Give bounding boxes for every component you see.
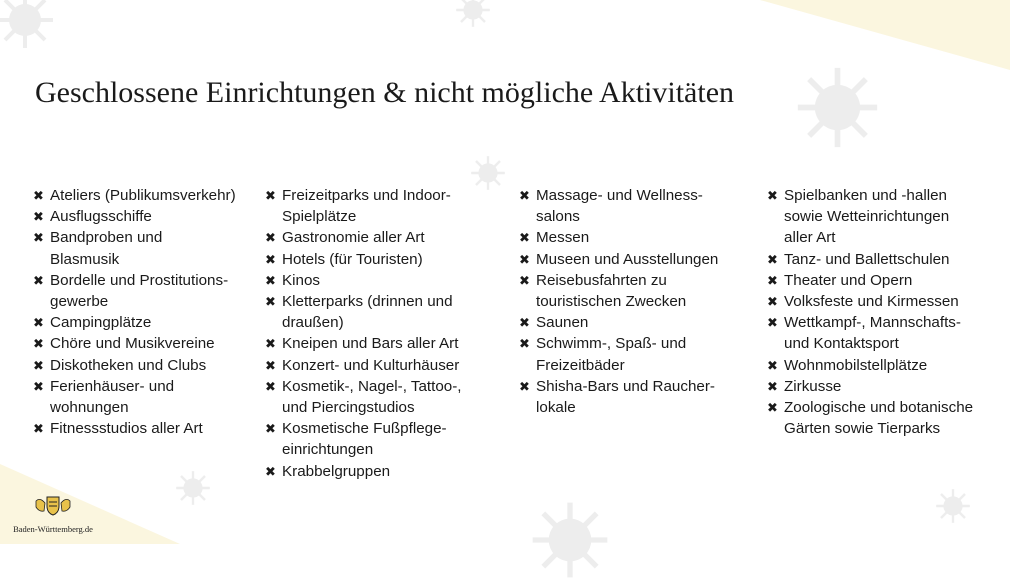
virus-icon: [935, 488, 971, 524]
cross-icon: ✖: [265, 251, 276, 267]
cross-icon: ✖: [33, 230, 44, 246]
virus-icon: [0, 0, 55, 50]
baden-wuerttemberg-logo[interactable]: [8, 495, 98, 537]
activity-label: Zoologische und botanische Gärten sowie Tierparks: [784, 399, 974, 438]
activity-item: [265, 461, 480, 482]
activity-item: [767, 270, 1007, 291]
activity-item: [265, 418, 480, 460]
activity-item: [265, 291, 480, 333]
activity-item: [265, 355, 480, 376]
activity-label: Zirkusse: [784, 377, 842, 395]
cross-icon: ✖: [33, 188, 44, 203]
cross-icon: ✖: [767, 400, 778, 416]
activity-label: Ferienhäuser- und wohnungen: [50, 377, 175, 417]
activity-item: [33, 355, 263, 376]
cross-icon: ✖: [33, 315, 44, 331]
activity-label: Ausflugsschiffe: [50, 208, 152, 226]
activity-label: Volksfeste und Kirmessen: [784, 293, 959, 311]
activity-label: Kletterparks (drinnen und draußen): [282, 293, 453, 332]
activity-item: [519, 249, 749, 270]
activity-label: Konzert- und Kulturhäuser: [282, 356, 460, 374]
cross-icon: ✖: [519, 230, 530, 246]
activity-item: [519, 376, 749, 418]
cross-icon: ✖: [265, 378, 276, 394]
cross-icon: ✖: [519, 251, 530, 267]
activity-label: Shisha-Bars und Raucher- lokale: [536, 377, 715, 417]
cross-icon: ✖: [519, 315, 530, 331]
cross-icon: ✖: [265, 230, 276, 246]
cross-icon: ✖: [767, 378, 778, 394]
activity-column-2: [265, 185, 480, 482]
coat-of-arms-icon: [34, 495, 72, 517]
activity-label: Spielbanken und -hallen sowie Wetteinrichtungen aller Art: [784, 187, 950, 247]
activity-item: [33, 312, 263, 333]
cross-icon: ✖: [767, 315, 778, 331]
cross-icon: ✖: [265, 357, 276, 373]
cross-icon: ✖: [767, 294, 778, 310]
activity-item: [767, 249, 1007, 270]
activity-item: [33, 333, 263, 354]
cross-icon: ✖: [519, 336, 530, 352]
activity-label: Fitnessstudios aller Art: [50, 420, 203, 438]
activity-label: Krabbelgruppen: [282, 462, 391, 480]
corner-decoration-top-right: [760, 0, 1010, 70]
activity-item: [265, 333, 480, 354]
activity-label: Schwimm-, Spaß- und Freizeitbäder: [536, 335, 687, 374]
cross-icon: ✖: [519, 378, 530, 394]
activity-column-4: [767, 185, 1007, 439]
activity-item: [519, 270, 749, 312]
cross-icon: ✖: [33, 357, 44, 373]
activity-item: [265, 227, 480, 248]
activity-item: [265, 376, 480, 418]
activity-label: Chöre und Musikvereine: [50, 335, 215, 353]
cross-icon: ✖: [265, 188, 276, 203]
cross-icon: ✖: [265, 272, 276, 288]
activity-label: Kinos: [282, 271, 320, 289]
page-title: Geschlossene Einrichtungen & nicht mögliche Aktivitäten: [35, 76, 735, 109]
cross-icon: ✖: [519, 188, 530, 203]
activity-item: [33, 206, 263, 227]
activity-item: [767, 355, 1007, 376]
activity-item: [265, 185, 480, 227]
cross-icon: ✖: [33, 336, 44, 352]
activity-label: Kosmetische Fußpflege- einrichtungen: [282, 420, 447, 459]
activity-column-1: [33, 185, 263, 439]
cross-icon: ✖: [265, 463, 276, 479]
activity-item: [767, 291, 1007, 312]
virus-icon: [175, 470, 211, 506]
activity-item: [33, 418, 263, 439]
activity-label: Campingplätze: [50, 314, 152, 332]
activity-item: [519, 312, 749, 333]
activity-item: [767, 312, 1007, 354]
activity-item: [767, 397, 1007, 439]
activity-label: Gastronomie aller Art: [282, 229, 425, 247]
activity-label: Wettkampf-, Mannschafts- und Kontaktsport: [784, 314, 961, 353]
activity-label: Museen und Ausstellungen: [536, 250, 719, 268]
activity-label: Hotels (für Touristen): [282, 250, 423, 268]
cross-icon: ✖: [767, 251, 778, 267]
activity-label: Bandproben und Blasmusik: [50, 229, 163, 268]
activity-label: Massage- und Wellness- salons: [536, 187, 703, 226]
activity-item: [33, 185, 263, 206]
cross-icon: ✖: [33, 421, 44, 437]
cross-icon: ✖: [519, 272, 530, 288]
activity-item: [33, 227, 263, 269]
cross-icon: ✖: [33, 209, 44, 225]
cross-icon: ✖: [265, 294, 276, 310]
activity-item: [519, 185, 749, 227]
cross-icon: ✖: [767, 357, 778, 373]
virus-icon: [530, 500, 610, 580]
activity-column-3: [519, 185, 749, 418]
cross-icon: ✖: [33, 378, 44, 394]
activity-item: [767, 185, 1007, 249]
activity-item: [33, 376, 263, 418]
activity-label: Wohnmobilstellplätze: [784, 356, 928, 374]
activity-label: Bordelle und Prostitutions- gewerbe: [50, 271, 229, 311]
activity-item: [519, 333, 749, 375]
activity-item: [265, 270, 480, 291]
activity-label: Ateliers (Publikumsverkehr): [50, 187, 236, 204]
activity-label: Diskotheken und Clubs: [50, 356, 207, 374]
logo-text: Baden-Württemberg.de: [13, 524, 93, 534]
activity-label: Tanz- und Ballettschulen: [784, 250, 950, 268]
activity-label: Theater und Opern: [784, 271, 913, 289]
activity-label: Kneipen und Bars aller Art: [282, 335, 459, 353]
activity-item: [519, 227, 749, 248]
cross-icon: ✖: [767, 272, 778, 288]
cross-icon: ✖: [265, 421, 276, 437]
cross-icon: ✖: [33, 272, 44, 288]
activity-label: Kosmetik-, Nagel-, Tattoo-, und Piercingstudios: [282, 377, 462, 417]
activity-label: Freizeitparks und Indoor- Spielplätze: [282, 187, 451, 226]
activity-item: [33, 270, 263, 312]
virus-icon: [455, 0, 491, 28]
activity-label: Saunen: [536, 314, 589, 332]
activity-label: Reisebusfahrten zu touristischen Zwecken: [536, 271, 687, 311]
cross-icon: ✖: [767, 188, 778, 203]
cross-icon: ✖: [265, 336, 276, 352]
activity-item: [767, 376, 1007, 397]
activity-item: [265, 249, 480, 270]
activity-label: Messen: [536, 229, 590, 247]
virus-icon: [795, 65, 880, 150]
